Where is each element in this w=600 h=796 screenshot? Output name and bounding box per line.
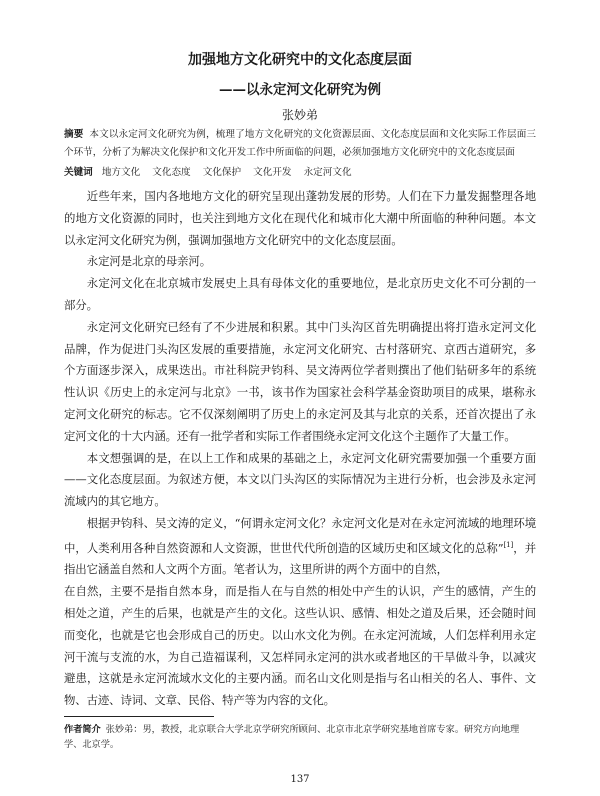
abstract-label: 摘要 [64,129,84,140]
keyword-item: 文化态度 [152,167,191,178]
body-paragraph: 永定河是北京的母亲河。 [86,254,211,269]
keyword-item: 永定河文化 [303,167,352,178]
footnote-text: 张妙弟：男，教授，北京联合大学北京学研究所顾问、北京市北京学研究基地首席专家。研究方向地理学、北京学。 [64,724,520,750]
keywords [64,164,536,182]
body-paragraph: 在自然，主要不是指自然本身，而是指人在与自然的相处中产生的认识，产生的感情，产生的相处之道，产生的后果，也就是产生的文化。这些认识、感情、相处之道及后果，还会随时间而变化，也就是它也会形成自己的历史。以山水文化为例。在永定河流域，人们怎样利用永定河干流与支流的水，为自己造福谋利，又怎样同永定河的洪水或者地区的干旱做斗争，以减灾避患，这就是永定河流域水文化的主要内涵。而名山文化则是指与名山相关的名人、事件、文物、古迹、诗词、文章、民俗、特产等为内容的文化。 [64,584,536,708]
citation-marker: [1] [503,540,514,549]
body-text [64,186,536,712]
author-name: 张妙弟 [281,108,318,122]
body-paragraph: 本文想强调的是，在以上工作和成果的基础之上，永定河文化研究需要加强一个重要方面——文化态度层面。为叙述方便，本文以门头沟区的实际情况为主进行分析，也会涉及永定河流域内的其它地方。 [64,450,536,509]
keyword-item: 文化开发 [253,167,292,178]
footnote-divider [64,716,214,717]
body-paragraph [64,513,536,581]
paper-subtitle: ——以永定河文化研究为例 [219,82,381,98]
body-paragraph: 近些年来，国内各地地方文化的研究呈现出蓬勃发展的形势。人们在下力量发掘整理各地的地方文化资源的同时，也关注到地方文化在现代化和城市化大潮中所面临的种种问题。本文以永定河文化研究为例，强调加强地方文化研究中的文化态度层面。 [64,189,536,247]
keyword-item: 文化保护 [202,167,242,178]
abstract-text: 本文以永定河文化研究为例，梳理了地方文化研究的文化资源层面、文化态度层面和文化实际工作层面三个环节，分析了为解决文化保护和文化开发工作中所面临的问题，必须加强地方文化研究中的文化态度层面 [64,129,536,158]
page-number: 137 [290,774,310,785]
footnote-label: 作者简介 [64,724,101,735]
body-paragraph: 永定河文化研究已经有了不少进展和积累。其中门头沟区首先明确提出将打造永定河文化品牌，作为促进门头沟区发展的重要措施，永定河文化研究、古村落研究、京西古道研究，多个方面逐步深入，成果迭出。市社科院尹钧科、吴文涛两位学者则撰出了他们钻研多年的系统性认识《历史上的永定河与北京》一书，该书作为国家社会科学基金资助项目的成果，堪称永定河文化研究的标志。它不仅深刻阐明了历史上的永定河及其与北京的关系，还首次提出了永定河文化的十大内涵。还有一批学者和实际工作者围绕永定河文化这个主题作了大量工作。 [64,319,536,443]
keywords-label: 关键词 [64,167,93,178]
author-footnote [64,722,534,752]
paragraph-continuation: ，并指出它涵盖自然和人文两个方面。笔者认为，这里所讲的两个方面中的自然， [64,540,536,577]
paper-title: 加强地方文化研究中的文化态度层面 [188,52,412,68]
quoted-definition: 根据尹钧科、吴文涛的定义，“何谓永定河文化？永定河文化是对在永定河流域的地理环境中，人类利用各种自然资源和人文资源，世世代代所创造的区域历史和区域文化的总称” [64,515,536,555]
body-paragraph: 永定河文化在北京城市发展史上具有母体文化的重要地位，是北京历史文化不可分割的一部分。 [64,276,536,312]
keyword-item: 地方文化 [101,167,141,178]
abstract [64,126,536,162]
